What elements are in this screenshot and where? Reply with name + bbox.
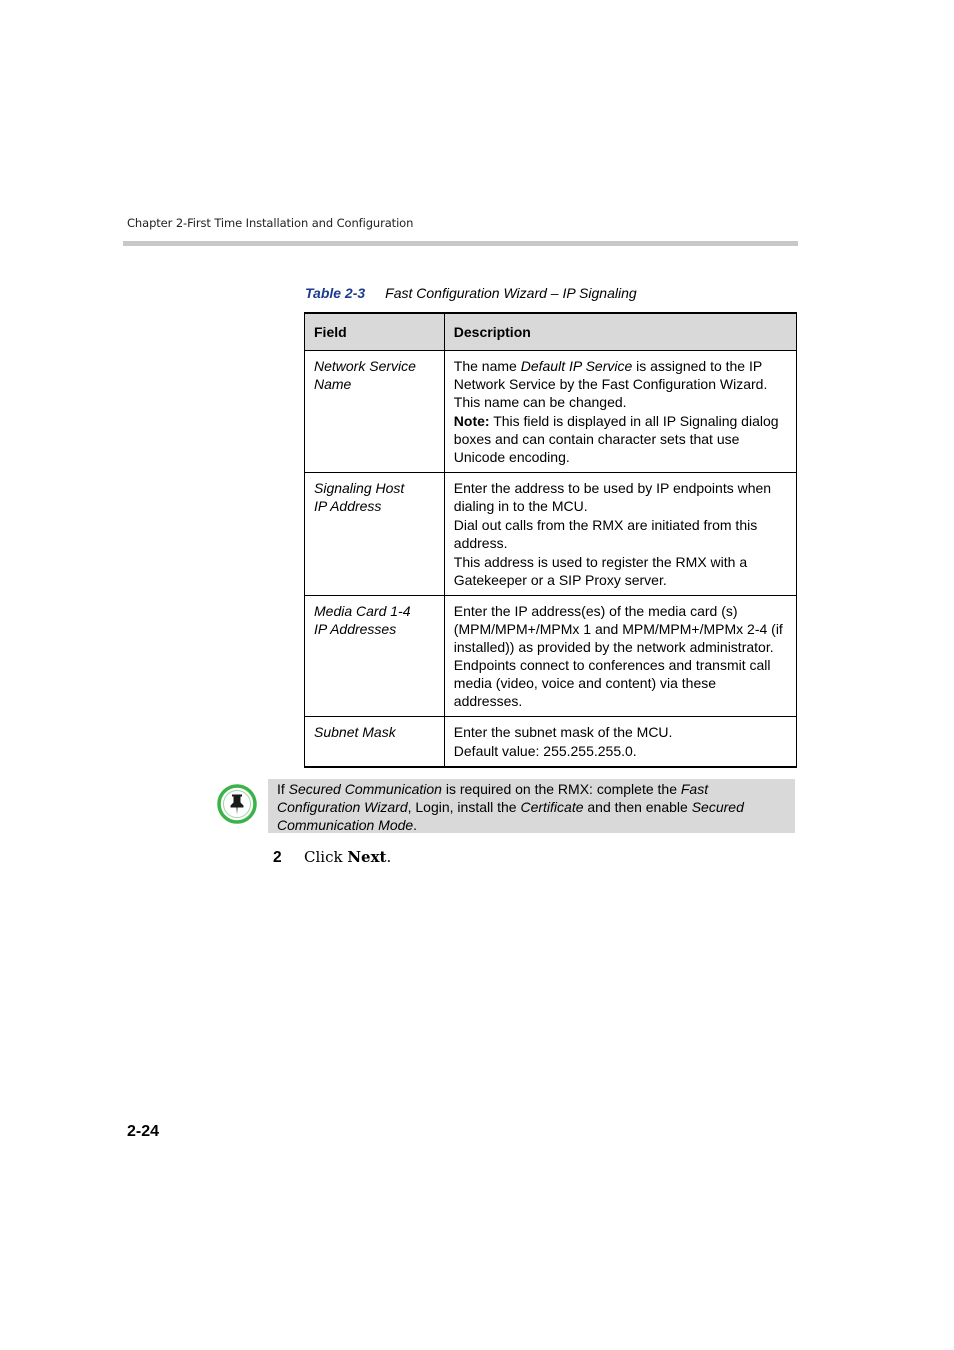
description-cell	[444, 717, 796, 768]
field-name-line: IP Addresses	[314, 621, 397, 637]
procedure-step	[273, 848, 391, 867]
field-cell	[305, 596, 445, 717]
description-cell	[444, 351, 796, 473]
description-text: is assigned to the IP Network Service by the Fast Configuration Wizard. This name can be changed.	[453, 358, 768, 410]
chapter-header: Chapter 2-First Time Installation and Configuration	[127, 216, 414, 230]
field-cell	[305, 717, 445, 768]
step-number: 2	[273, 849, 282, 866]
table-row	[305, 596, 797, 717]
description-cell	[444, 596, 796, 717]
pushpin-note-icon	[216, 783, 258, 825]
description-paragraph: Enter the subnet mask of the MCU.	[453, 724, 673, 740]
note-text: .	[413, 817, 418, 833]
note-text: If	[277, 781, 289, 797]
table-row	[305, 351, 797, 473]
description-paragraph: This address is used to register the RMX with a Gatekeeper or a SIP Proxy server.	[453, 554, 748, 588]
note-emphasis: Secured Communication Mode	[277, 799, 744, 833]
note-label: Note:	[453, 413, 490, 429]
table-header-row	[305, 313, 797, 351]
column-header-description: Description	[444, 313, 796, 351]
table-caption	[305, 285, 637, 301]
field-name-line: Name	[314, 376, 352, 392]
field-cell	[305, 473, 445, 596]
description-paragraph: Enter the IP address(es) of the media card (s) (MPM/MPM+/MPMx 1 and MPM/MPM+/MPMx 2-4 (if installed)) as provided by the network administrator. Endpoints connect to conferences and transmit call media (video, voice and content) via these addresses.	[453, 603, 783, 709]
note-box	[268, 779, 795, 833]
table-row	[305, 473, 797, 596]
note-emphasis: Secured Communication	[288, 781, 442, 797]
table-caption-number: Table 2-3	[305, 285, 366, 301]
description-emphasis: Default IP Service	[520, 358, 633, 374]
note-text: , Login, install the	[407, 799, 521, 815]
note-text: This field is displayed in all IP Signaling dialog boxes and can contain character sets that use Unicode encoding.	[453, 413, 779, 465]
note-emphasis: Fast Configuration Wizard	[277, 781, 709, 815]
table-row	[305, 717, 797, 768]
field-name-line: IP Address	[314, 498, 382, 514]
table-caption-title: Fast Configuration Wizard – IP Signaling	[385, 285, 637, 301]
description-paragraph: Default value: 255.255.255.0.	[453, 743, 637, 759]
field-name-line: Signaling Host	[314, 480, 405, 496]
note-text: is required on the RMX: complete the	[441, 781, 681, 797]
field-name-line: Subnet Mask	[314, 724, 396, 740]
step-button-name: Next	[347, 848, 387, 866]
description-paragraph: Enter the address to be used by IP endpoints when dialing in to the MCU.	[453, 480, 772, 514]
description-paragraph: Dial out calls from the RMX are initiated from this address.	[453, 517, 758, 551]
step-text-prefix: Click	[304, 848, 348, 866]
description-text: The name	[453, 358, 521, 374]
description-paragraph	[454, 357, 787, 411]
field-cell	[305, 351, 445, 473]
ip-signaling-table	[304, 312, 797, 768]
description-note	[454, 412, 787, 466]
page-number: 2-24	[127, 1123, 160, 1140]
field-name-line: Network Service	[314, 358, 416, 374]
field-name-line: Media Card 1-4	[314, 603, 411, 619]
note-emphasis: Certificate	[520, 799, 584, 815]
description-cell	[444, 473, 796, 596]
header-rule	[123, 241, 798, 246]
note-text: and then enable	[583, 799, 692, 815]
column-header-field: Field	[305, 313, 445, 351]
step-text-suffix: .	[386, 848, 392, 866]
step-text	[304, 848, 391, 866]
